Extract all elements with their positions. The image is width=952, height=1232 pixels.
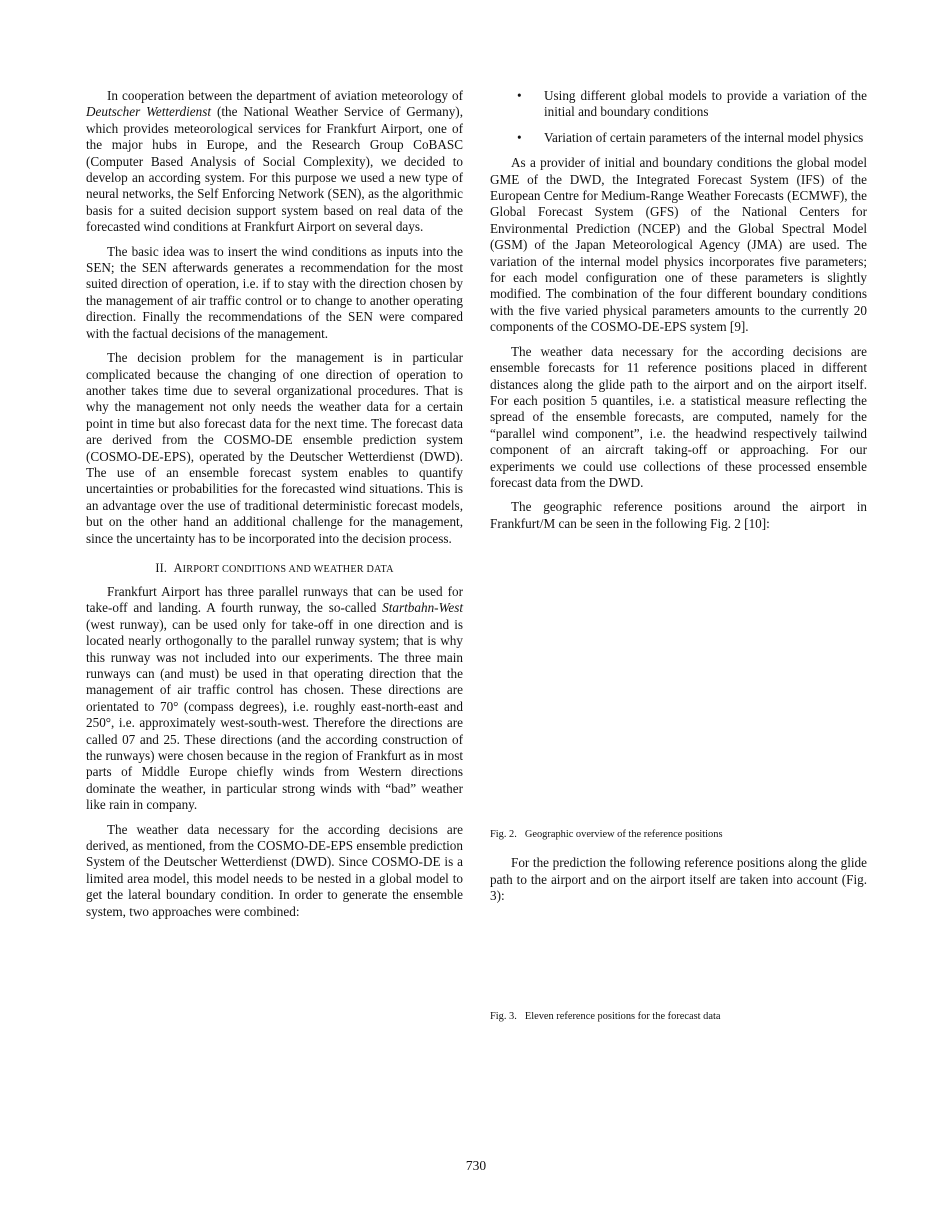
page-number: 730 bbox=[465, 1158, 487, 1173]
paragraph-basic-idea: The basic idea was to insert the wind conditions as inputs into the SEN; the SEN afterwards generates a recommendation for the most suited direction of operation, i.e. if to stay with the direction chosen by the management of air traffic control or to change to another operating direction. Finally the recommendations of the SEN were compared with the factual decisions of the management. bbox=[86, 243, 463, 341]
figure-3-label: Fig. 3. bbox=[490, 1011, 517, 1023]
paragraph-ensemble-forecasts: The weather data necessary for the according decisions are ensemble forecasts for 11 reference positions placed in different distances along the glide path to the airport and on the airport itself. For each position 5 quantiles, i.e. a statistical measure reflecting the spread of the ensemble forecasts, are computed, namely for the “parallel wind component”, i.e. the headwind respectively tailwind component of an aircraft taking-off or approaching. For our experiments we could use collections of these processed ensemble forecast data from the DWD. bbox=[490, 343, 867, 490]
approaches-list bbox=[490, 88, 867, 146]
figure-2-label: Fig. 2. bbox=[490, 829, 517, 841]
paragraph-decision-problem: The decision problem for the management is in particular complicated because the changing of one direction of operation to another takes time due to several organizational procedures. That is why the management not only needs the weather data for a certain point in time but also forecast data for the next time. The forecast data are derived from the COSMO-DE ensemble prediction system (COSMO-DE-EPS), operated by the Deutscher Wetterdienst (DWD). The use of an ensemble forecast system enables to quantify uncertainties or probabilities for the forecasted wind situations. This is an advantage over the use of traditional deterministic forecast models, but on the other hand an additional challenge for the management, since the uncertainty has to be incorporated into the decision process. bbox=[86, 350, 463, 546]
figure-2-placeholder bbox=[490, 540, 867, 828]
paragraph-geographic-reference: The geographic reference positions around the airport in Frankfurt/M can be seen in the following Fig. 2 [10]: bbox=[490, 499, 867, 531]
section-title-rest: IRPORT CONDITIONS AND WEATHER DATA bbox=[182, 563, 394, 575]
figure-2-text: Geographic overview of the reference positions bbox=[524, 829, 723, 841]
bullet-glyph: • bbox=[517, 88, 522, 103]
list-item: • Variation of certain parameters of the internal model physics bbox=[517, 129, 864, 145]
paragraph-weather-data-derivation: The weather data necessary for the according decisions are derived, as mentioned, from the COSMO-DE-EPS ensemble prediction System of the Deutscher Wetterdienst (DWD). Since COSMO-DE is a limited area model, this model needs to be nested in a global model to get the lateral boundary condition. In order to generate the ensemble system, two approaches were combined: bbox=[86, 821, 463, 919]
italic-dwd-name: Deutscher Wetterdienst bbox=[86, 104, 212, 120]
paragraph-intro-cooperation: In cooperation between the department of aviation meteorology of Deutscher Wetterdienst (the National Weather Service of Germany), which provides meteorological services for Frankfurt Airport, one of the major hubs in Europe, and the Research Group CoBASC (Computer Based Analysis of Social Complexity), we decided to develop an according system. For this purpose we used a new type of neural networks, the Self Enforcing Network (SEN), as the algorithmic basis for a suited decision support system based on real data of the forecasted wind conditions at Frankfurt Airport on several days. bbox=[86, 88, 463, 235]
right-column bbox=[490, 88, 867, 1037]
section-heading-airport-conditions bbox=[86, 561, 463, 576]
paragraph-prediction-positions: For the prediction the following reference positions along the glide path to the airport and on the airport itself are taken into account (Fig. 3): bbox=[490, 855, 867, 903]
left-column bbox=[86, 88, 463, 928]
paragraph-runways: Frankfurt Airport has three parallel runways that can be used for take-off and landing. A fourth runway, the so-called Startbahn-West (west runway), can be used only for take-off in one direction and is located nearly orthogonally to the parallel runway system; that is why this runway was not included into our experiments. The three main runways can (and must) be used in that operating direction that the management of air traffic control has chosen. These directions are orientated to 70° (compass degrees), i.e. roughly east-north-east and 250°, i.e. approximately west-south-west. Therefore the directions are called 07 and 25. These directions (and the according construction of the runways) were chosen because in the region of Frankfurt as in most parts of Middle Europe chiefly winds from Western directions dominate the weather, in particular strong winds with “bad” weather like rain in company. bbox=[86, 583, 463, 813]
paragraph-boundary-conditions: As a provider of initial and boundary conditions the global model GME of the DWD, the Integrated Forecast System (IFS) of the European Centre for Medium-Range Weather Forecasts (ECMWF), the Global Forecast System (GFS) of the National Centers for Environmental Prediction (NCEP) and the Global Spectral Model (GSM) of the Japan Meteorological Agency (JMA) are used. The variation of the internal model physics incorporates five parameters; for each model configuration one of these parameters is slightly modified. The combination of the four different boundary conditions with the five varied physical parameters amounts to the currently 20 components of the COSMO-DE-EPS system [9]. bbox=[490, 155, 867, 335]
bullet-glyph: • bbox=[517, 129, 522, 145]
section-title-initial: A bbox=[173, 560, 183, 575]
list-item: • Using different global models to provide a variation of the initial and boundary conditions bbox=[517, 88, 867, 120]
figure-3-text: Eleven reference positions for the forecast data bbox=[524, 1011, 721, 1023]
section-number: II. bbox=[155, 560, 168, 575]
italic-startbahn-west: Startbahn-West bbox=[382, 600, 463, 616]
figure-3-caption bbox=[490, 1010, 867, 1023]
figure-3-placeholder bbox=[490, 912, 867, 1010]
figure-2-caption bbox=[490, 828, 867, 841]
